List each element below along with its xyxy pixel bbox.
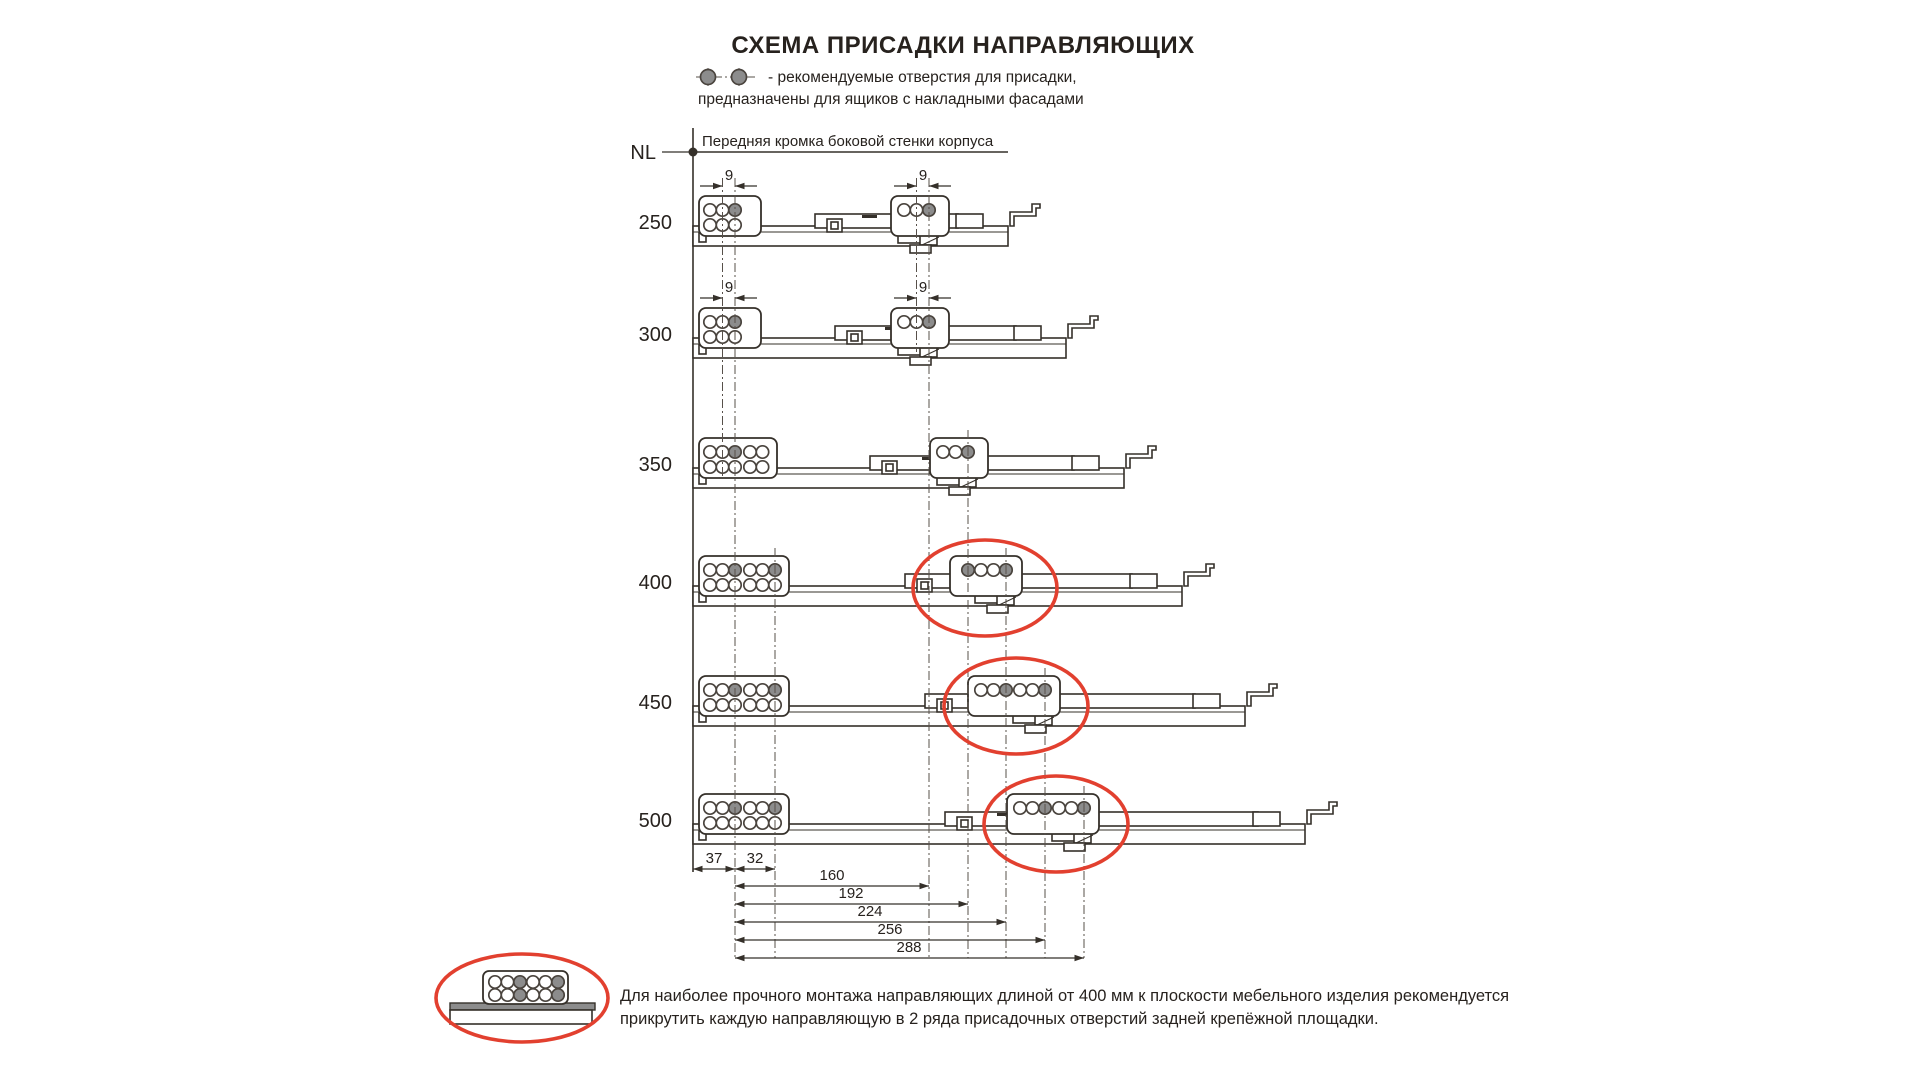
row-label-300: 300 [638, 324, 672, 346]
legend [696, 68, 1084, 108]
row-label-250: 250 [638, 212, 672, 234]
dim-224 [735, 903, 1006, 925]
dim-9-rear-300 [894, 279, 951, 301]
note-line-2: прикрутить каждую направляющую в 2 ряда присадочных отверстий задней крепёжной площадки. [620, 1010, 1379, 1028]
note-line-1: Для наиболее прочного монтажа направляющих длиной от 400 мм к плоскости мебельного изделия рекомендуется [620, 987, 1510, 1005]
rear-hook-icon [1184, 564, 1214, 586]
legend-line-2: предназначены для ящиков с накладными фасадами [698, 91, 1084, 108]
dim-37 [693, 850, 735, 872]
dim-9-front-300 [700, 279, 757, 301]
note [620, 987, 1509, 1028]
svg-text:9: 9 [724, 279, 734, 296]
dim-9-rear-250 [894, 167, 951, 189]
nl-origin-dot [689, 148, 698, 157]
row-450 [639, 676, 1277, 733]
page-title: СХЕМА ПРИСАДКИ НАПРАВЛЯЮЩИХ [731, 32, 1195, 59]
svg-text:256: 256 [877, 921, 903, 938]
recommended-hole-icon [732, 70, 747, 85]
svg-text:9: 9 [918, 167, 928, 184]
svg-text:32: 32 [746, 850, 764, 867]
rear-hook-icon [1068, 316, 1098, 338]
rear-hook-icon [1010, 204, 1040, 226]
row-400 [639, 556, 1214, 613]
legend-line-1: - рекомендуемые отверстия для присадки, [768, 69, 1077, 86]
rear-hook-icon [1247, 684, 1277, 706]
row-250 [639, 167, 1040, 253]
row-350 [639, 438, 1156, 495]
svg-text:288: 288 [896, 939, 922, 956]
row-label-450: 450 [638, 692, 672, 714]
dim-288 [735, 939, 1084, 961]
rear-hook-icon [1307, 802, 1337, 824]
svg-text:9: 9 [918, 279, 928, 296]
svg-text:192: 192 [838, 885, 864, 902]
rear-mount-plate-400 [950, 556, 1022, 596]
row-label-500: 500 [638, 810, 672, 832]
rear-hook-icon [1126, 446, 1156, 468]
edge-label: Передняя кромка боковой стенки корпуса [702, 133, 994, 150]
dim-160 [735, 867, 929, 889]
dim-192 [735, 885, 968, 907]
svg-text:37: 37 [705, 850, 723, 867]
recommended-hole-icon [701, 70, 716, 85]
dim-32 [735, 850, 775, 872]
two-row-mounting-detail [436, 954, 608, 1042]
nl-label: NL [630, 142, 656, 164]
dim-9-front-250 [700, 167, 757, 189]
svg-text:9: 9 [724, 167, 734, 184]
row-label-400: 400 [638, 572, 672, 594]
svg-text:160: 160 [819, 867, 845, 884]
row-label-350: 350 [638, 454, 672, 476]
svg-text:224: 224 [857, 903, 883, 920]
row-300 [639, 279, 1098, 365]
